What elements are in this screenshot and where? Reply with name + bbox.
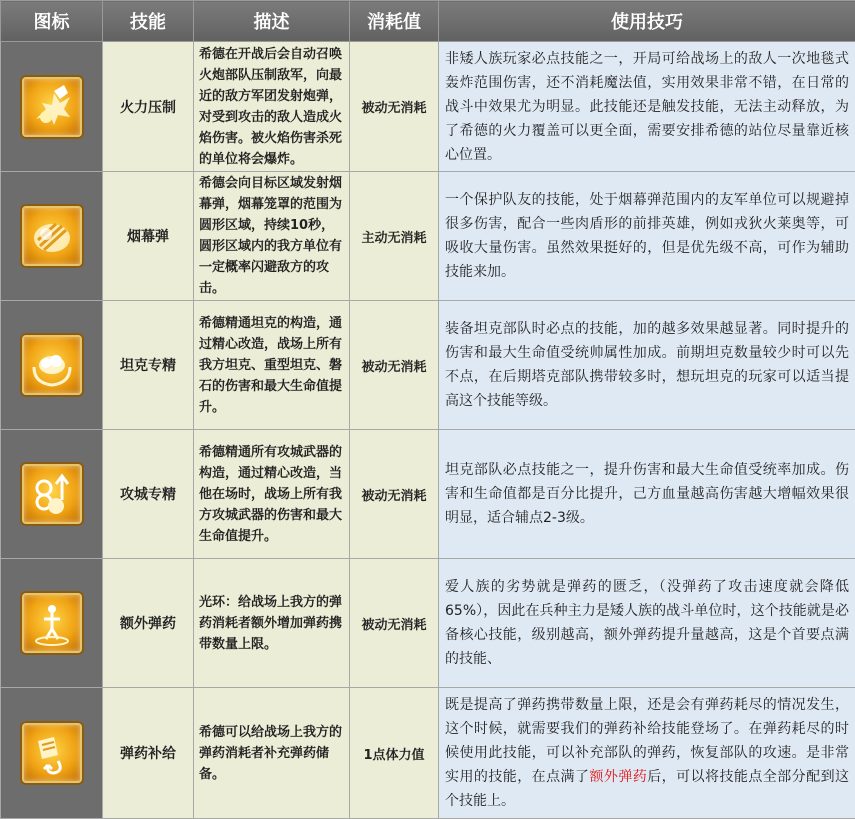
skill-cost: 被动无消耗 (350, 42, 439, 172)
skill-name: 火力压制 (103, 42, 194, 172)
header-desc: 描述 (194, 1, 350, 42)
skill-name: 攻城专精 (103, 430, 194, 559)
icon-cell (1, 301, 103, 430)
tips-text: 既是提高了弹药携带数量上限，还是会有弹药耗尽的情况发生，这个时候，就需要我们的弹药补给技能登场了。在弹药耗尽的时候使用此技能，可以补充部队的弹药，恢复部队的攻速。是非常实用的技能，在点满了 (445, 697, 849, 785)
header-tips: 使用技巧 (439, 1, 855, 42)
skill-name: 弹药补给 (103, 688, 194, 819)
skill-tips: 爱人族的劣势就是弹药的匮乏，（没弹药了攻击速度就会降低65%），因此在兵种主力是矮人族的战斗单位时，这个技能就是必备核心技能，级别越高，额外弹药提升量越高，这是个首要点满的技能、 (439, 559, 855, 688)
skill-desc: 希德精通坦克的构造，通过精心改造，战场上所有我方坦克、重型坦克、磐石的伤害和最大生命值提升。 (194, 301, 350, 430)
icon-cell (1, 688, 103, 819)
siege-upgrade-icon (22, 464, 82, 524)
table-row (1, 559, 855, 688)
table-row (1, 430, 855, 559)
ammo-supply-icon (22, 723, 82, 783)
skill-tips: 坦克部队必点技能之一，提升伤害和最大生命值受统率加成。伤害和生命值都是百分比提升，己方血量越高伤害越大增幅效果很明显，适合辅点2-3级。 (439, 430, 855, 559)
header-icon: 图标 (1, 1, 103, 42)
table-row (1, 42, 855, 172)
skill-desc: 希德精通所有攻城武器的构造，通过精心改造，当他在场时，战场上所有我方攻城武器的伤害和最大生命值提升。 (194, 430, 350, 559)
skill-tips: 一个保护队友的技能，处于烟幕弹范围内的友军单位可以规避掉很多伤害，配合一些肉盾形的前排英雄，例如戎狄火莱奥等，可吸收大量伤害。虽然效果挺好的，但是优先级不高，可作为辅助技能来加。 (439, 172, 855, 301)
fire-blast-icon (22, 77, 82, 137)
skill-desc: 希德在开战后会自动召唤火炮部队压制敌军，向最近的敌方军团发射炮弹，对受到攻击的敌人造成火焰伤害。被火焰伤害杀死的单位将会爆炸。 (194, 42, 350, 172)
header-row (1, 1, 855, 42)
table-row (1, 172, 855, 301)
skill-name: 烟幕弹 (103, 172, 194, 301)
tips-text: 后，可以将技能点全部分配到这个技能上。 (445, 769, 849, 809)
icon-cell (1, 172, 103, 301)
skill-cost: 被动无消耗 (350, 430, 439, 559)
tips-highlight: 额外弹药 (589, 769, 647, 785)
tank-laurel-icon (22, 335, 82, 395)
table-row (1, 301, 855, 430)
skill-name: 坦克专精 (103, 301, 194, 430)
table-row (1, 688, 855, 819)
skill-desc: 希德会向目标区域发射烟幕弹，烟幕笼罩的范围为圆形区域，持续10秒，圆形区域内的我方单位有一定概率闪避敌方的攻击。 (194, 172, 350, 301)
skill-cost: 主动无消耗 (350, 172, 439, 301)
skill-tips: 装备坦克部队时必点的技能，加的越多效果越显著。同时提升的伤害和最大生命值受统帅属性加成。前期坦克数量较少时可以先不点，在后期塔克部队携带较多时，想玩坦克的玩家可以适当提高这个技能等级。 (439, 301, 855, 430)
skill-cost: 1点体力值 (350, 688, 439, 819)
skill-cost: 被动无消耗 (350, 559, 439, 688)
skill-name: 额外弹药 (103, 559, 194, 688)
skill-cost: 被动无消耗 (350, 301, 439, 430)
skill-tips: 非矮人族玩家必点技能之一，开局可给战场上的敌人一次地毯式轰炸范围伤害，还不消耗魔法值，实用效果非常不错，在日常的战斗中效果尤为明显。此技能还是触发技能，无法主动释放，为了希德的火力覆盖可以更全面，需要安排希德的站位尽量靠近核心位置。 (439, 42, 855, 172)
icon-cell (1, 559, 103, 688)
skill-desc: 光环：给战场上我方的弹药消耗者额外增加弹药携带数量上限。 (194, 559, 350, 688)
smoke-bomb-icon (22, 206, 82, 266)
header-skill: 技能 (103, 1, 194, 42)
header-cost: 消耗值 (350, 1, 439, 42)
icon-cell (1, 42, 103, 172)
icon-cell (1, 430, 103, 559)
skill-tips (439, 688, 855, 819)
ammo-aura-icon (22, 593, 82, 653)
skill-desc: 希德可以给战场上我方的弹药消耗者补充弹药储备。 (194, 688, 350, 819)
